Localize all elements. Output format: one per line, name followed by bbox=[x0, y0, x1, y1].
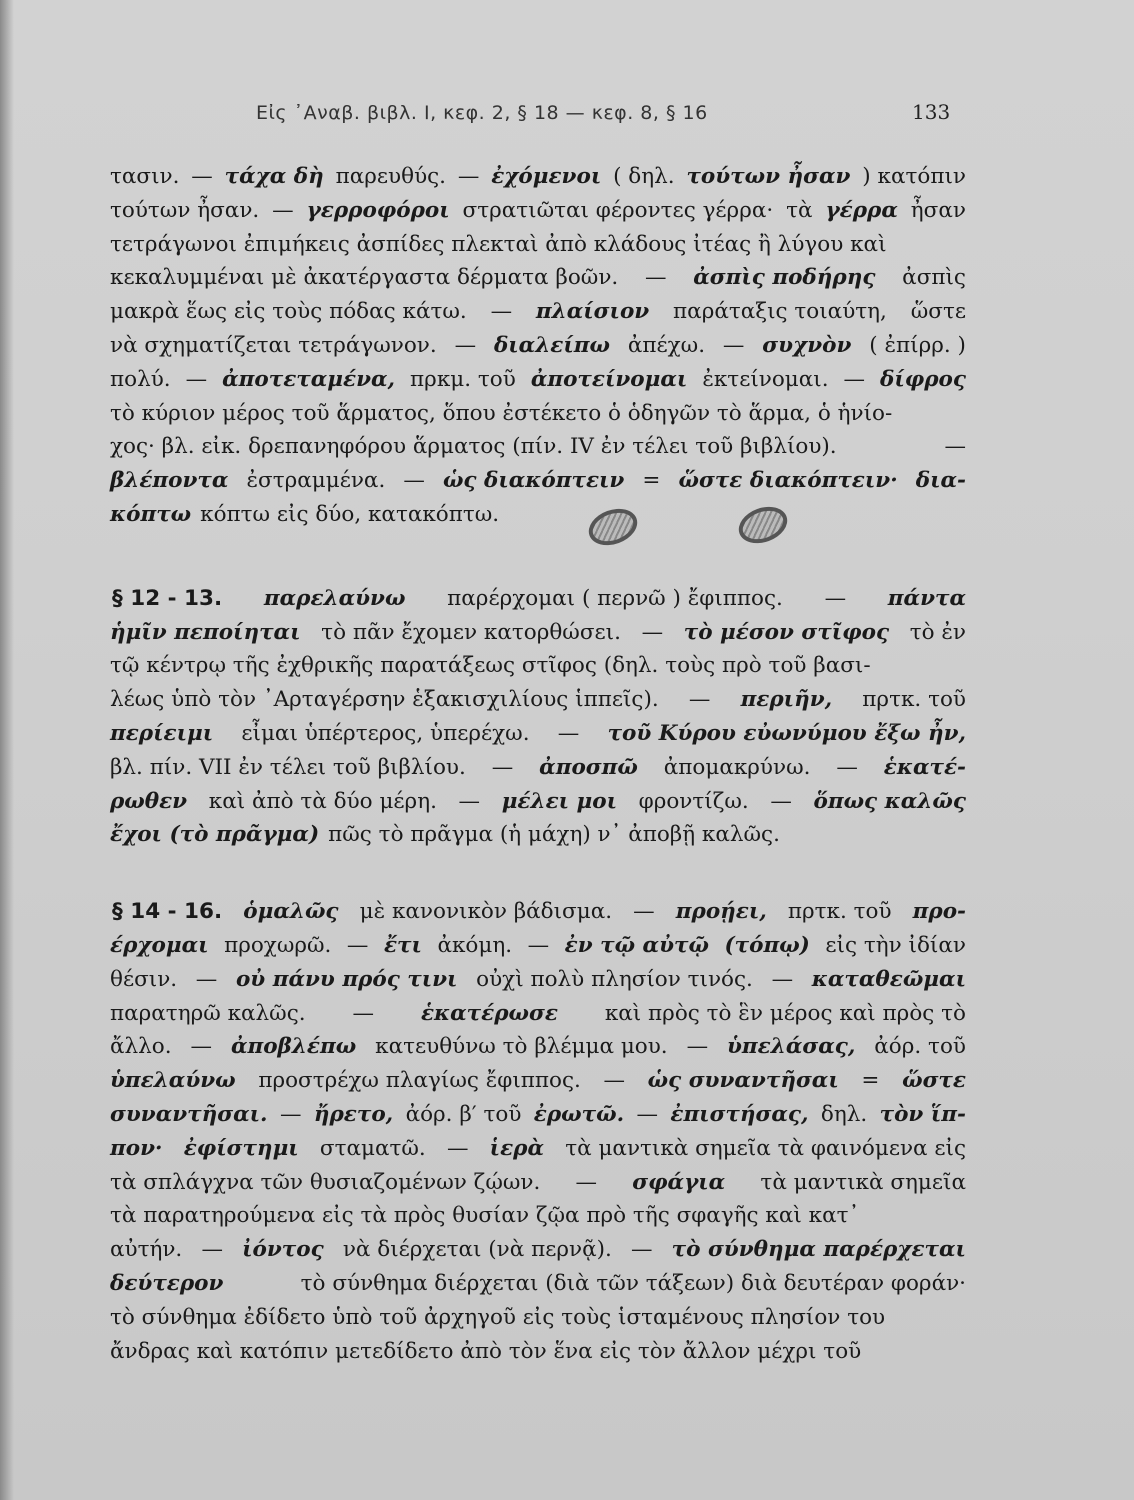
gloss-text: ἀκόμη. bbox=[437, 932, 513, 958]
gloss-text: — bbox=[279, 1101, 302, 1127]
gloss-text: τῷ κέντρῳ τῆς ἐχθρικῆς παρατάξεως στῖφος (δηλ. τοὺς πρὸ τοῦ βασι- bbox=[110, 653, 871, 679]
gloss-text: — bbox=[575, 1169, 598, 1195]
gloss-text: τετράγωνοι ἐπιμήκεις ἀσπίδες πλεκταὶ ἀπὸ κλάδους ἰτέας ἢ λύγου καὶ bbox=[110, 231, 887, 257]
lemma-term: παρελαύνω bbox=[263, 585, 406, 611]
gloss-text: ἄλλο. bbox=[110, 1034, 172, 1060]
lemma-term: ὅπως καλῶς bbox=[813, 788, 966, 814]
gloss-text: πολύ. bbox=[110, 366, 171, 392]
text-line bbox=[110, 683, 966, 717]
gloss-text: τὰ μαντικὰ σημεῖα τὰ φαινόμενα εἰς bbox=[565, 1135, 966, 1161]
text-line bbox=[110, 1301, 966, 1335]
lemma-term: βλέποντα bbox=[110, 468, 229, 494]
text-line bbox=[110, 363, 966, 397]
lemma-term: πάντα bbox=[887, 585, 966, 611]
page-number: 133 bbox=[912, 100, 951, 124]
lemma-term: ἔχοι (τὸ πρᾶγμα) bbox=[110, 822, 320, 848]
gloss-text: νὰ διέρχεται (νὰ περνᾷ). bbox=[342, 1237, 612, 1263]
lemma-term: περίειμι bbox=[110, 720, 214, 746]
gloss-text: κεκαλυμμέναι μὲ ἀκατέργαστα δέρματα βοῶν. bbox=[110, 265, 619, 291]
gloss-text: κατευθύνω τὸ βλέμμα μου. bbox=[375, 1034, 668, 1060]
lemma-term: ἐχόμενοι bbox=[491, 164, 602, 189]
gloss-text: τὰ παρατηρούμενα εἰς τὰ πρὸς θυσίαν ζῷα πρὸ τῆς σφαγῆς καὶ κατ᾿ bbox=[110, 1203, 860, 1229]
gloss-text: — bbox=[944, 434, 966, 460]
gloss-text: — bbox=[824, 585, 847, 611]
text-line bbox=[110, 997, 966, 1031]
text-line bbox=[110, 464, 966, 498]
text-line bbox=[110, 582, 966, 616]
gloss-text: — bbox=[352, 1000, 375, 1026]
lemma-term: ἐρωτῶ. bbox=[533, 1101, 625, 1127]
lemma-term: γερροφόροι bbox=[306, 197, 450, 223]
lemma-term: (τόπῳ) bbox=[724, 932, 810, 958]
gloss-text: κόπτω εἰς δύο, κατακόπτω. bbox=[200, 501, 500, 527]
gloss-text: τὰ μαντικὰ σημεῖα bbox=[760, 1169, 966, 1195]
gloss-text: ) κατόπιν bbox=[862, 164, 966, 189]
lemma-term: ὥστε διακόπτειν· bbox=[678, 468, 898, 494]
lemma-term: ὁμαλῶς bbox=[243, 899, 339, 925]
text-line bbox=[110, 295, 966, 329]
gloss-text: — bbox=[527, 932, 550, 958]
gloss-text: χος· βλ. εἰκ. δρεπανηφόρου ἅρματος (πίν. IV ἐν τέλει τοῦ βιβλίου). bbox=[110, 434, 837, 460]
text-line bbox=[110, 329, 966, 363]
lemma-term: δίφρος bbox=[880, 366, 966, 392]
gloss-text: — bbox=[195, 966, 218, 992]
lemma-term: συναντῆσαι. bbox=[110, 1101, 268, 1127]
text-line bbox=[110, 1166, 966, 1200]
gloss-text: καὶ πρὸς τὸ ἓν μέρος καὶ πρὸς τὸ bbox=[604, 1000, 966, 1026]
gloss-text: — bbox=[630, 1237, 653, 1263]
gloss-text: — bbox=[636, 1101, 658, 1127]
lemma-term: τάχα δὴ bbox=[224, 164, 324, 189]
lemma-term: τὸ μέσον στῖφος bbox=[683, 619, 890, 645]
gloss-text: — bbox=[190, 1034, 212, 1060]
text-line bbox=[110, 785, 966, 819]
gloss-text: — bbox=[346, 932, 369, 958]
gloss-text: πρτκ. τοῦ bbox=[862, 687, 966, 713]
lemma-term: δια- bbox=[915, 468, 966, 494]
page-header bbox=[0, 98, 1134, 138]
gloss-text: τὰ bbox=[786, 197, 813, 223]
text-line bbox=[110, 1267, 966, 1301]
gloss-text: — bbox=[458, 788, 481, 814]
gloss-text: — bbox=[722, 332, 745, 358]
gloss-text: τὸ κύριον μέρος τοῦ ἅρματος, ὅπου ἐστέκετο ὁ ὁδηγῶν τὸ ἅρμα, ὁ ἡνίο- bbox=[110, 400, 893, 426]
gloss-text: — bbox=[557, 720, 580, 746]
page-body bbox=[110, 160, 966, 1368]
text-line bbox=[110, 430, 966, 464]
text-line bbox=[110, 1030, 966, 1064]
lemma-term: ἐν τῷ αὐτῷ bbox=[564, 932, 709, 958]
lemma-term: ὡς συναντῆσαι bbox=[647, 1068, 839, 1094]
gloss-text: — bbox=[603, 1068, 625, 1094]
gloss-text: — bbox=[836, 754, 858, 780]
gloss-text: λέως ὑπὸ τὸν ᾿Αρταγέρσην ἑξακισχιλίους ἱππεῖς). bbox=[110, 687, 659, 713]
gloss-text: σταματῶ. bbox=[319, 1135, 426, 1161]
gloss-text: — bbox=[191, 164, 213, 189]
gloss-text: — bbox=[185, 366, 208, 392]
gloss-text: εἶμαι ὑπέρτερος, ὑπερέχω. bbox=[241, 720, 530, 746]
text-line bbox=[110, 228, 966, 262]
paragraph-1 bbox=[110, 160, 966, 532]
gloss-text: ἀπομακρύνω. bbox=[663, 754, 811, 780]
gloss-text: πρκμ. τοῦ bbox=[410, 366, 516, 392]
gloss-text: θέσιν. bbox=[110, 966, 178, 992]
lemma-term: ἑκατέρωσε bbox=[420, 1000, 558, 1026]
lemma-term: κόπτω bbox=[110, 501, 192, 527]
gloss-text: πῶς τὸ πρᾶγμα (ἡ μάχη) ν᾿ ἀποβῇ καλῶς. bbox=[328, 822, 780, 848]
gloss-text: — bbox=[644, 265, 667, 291]
gloss-text: ἀόρ. β′ τοῦ bbox=[405, 1101, 522, 1127]
gloss-text: παρατηρῶ καλῶς. bbox=[110, 1000, 306, 1026]
lemma-term: καταθεῶμαι bbox=[811, 966, 966, 992]
lemma-term: προῄει, bbox=[675, 899, 767, 925]
lemma-term: τούτων ἦσαν bbox=[686, 164, 851, 189]
lemma-term: προ- bbox=[912, 899, 966, 925]
text-line bbox=[110, 649, 966, 683]
gloss-text: — bbox=[490, 299, 513, 325]
gloss-text: ἄνδρας καὶ κατόπιν μετεδίδετο ἀπὸ τὸν ἕνα εἰς τὸν ἄλλον μέχρι τοῦ bbox=[110, 1338, 862, 1364]
gloss-text: — bbox=[272, 197, 294, 223]
gloss-text: ἐκτείνομαι. bbox=[702, 366, 829, 392]
gloss-text: καὶ ἀπὸ τὰ δύο μέρη. bbox=[208, 788, 437, 814]
text-line bbox=[110, 1233, 966, 1267]
gloss-text: ἀόρ. τοῦ bbox=[874, 1034, 966, 1060]
gloss-text: εἰς τὴν ἰδίαν bbox=[825, 932, 966, 958]
gloss-text: μὲ κανονικὸν βάδισμα. bbox=[359, 899, 613, 925]
gloss-text: — bbox=[403, 468, 425, 494]
lemma-term: ἤρετο, bbox=[313, 1101, 394, 1127]
lemma-term: ὡς διακόπτειν bbox=[442, 468, 625, 494]
gloss-text: τὸ πᾶν ἔχομεν κατορθώσει. bbox=[321, 619, 621, 645]
lemma-term: ἀποσπῶ bbox=[539, 754, 638, 780]
gloss-text: = bbox=[861, 1068, 880, 1094]
lemma-term: σφάγια bbox=[632, 1169, 726, 1195]
gloss-text: — bbox=[491, 754, 514, 780]
lemma-term: γέρρα bbox=[825, 197, 898, 223]
lemma-term: ἱερὰ bbox=[489, 1135, 544, 1161]
gloss-text: — bbox=[686, 1034, 709, 1060]
lemma-term: ὥστε bbox=[902, 1068, 966, 1094]
gloss-text: παρευθύς. bbox=[335, 164, 447, 189]
gloss-text: παράταξις τοιαύτη, bbox=[673, 299, 887, 325]
gloss-text: αὐτήν. bbox=[110, 1237, 183, 1263]
text-line bbox=[110, 1335, 966, 1369]
gloss-text: ( δηλ. bbox=[613, 164, 675, 189]
gloss-text: — bbox=[633, 899, 655, 925]
text-line bbox=[110, 751, 966, 785]
gloss-text: — bbox=[201, 1237, 223, 1263]
gloss-text: — bbox=[770, 788, 792, 814]
paragraph-2 bbox=[110, 582, 966, 852]
gloss-text: = bbox=[642, 468, 661, 494]
lemma-term: έρχομαι bbox=[110, 932, 209, 958]
lemma-term: ὑπελαύνω bbox=[110, 1068, 236, 1094]
lemma-term: ἐφίστημι bbox=[183, 1135, 299, 1161]
gloss-text: φροντίζω. bbox=[638, 788, 749, 814]
lemma-term: πλαίσιον bbox=[535, 299, 650, 325]
lemma-term: ἰόντος bbox=[242, 1237, 324, 1263]
gloss-text: — bbox=[457, 164, 480, 189]
text-line bbox=[110, 194, 966, 228]
gloss-text: ἀπέχω. bbox=[627, 332, 706, 358]
lemma-term: τὸν ἵπ- bbox=[879, 1101, 966, 1127]
lemma-term: συχνὸν bbox=[762, 332, 852, 358]
text-line bbox=[110, 261, 966, 295]
gloss-text: βλ. πίν. VII ἐν τέλει τοῦ βιβλίου. bbox=[110, 754, 466, 780]
lemma-term: ρωθεν bbox=[110, 788, 188, 814]
text-line bbox=[110, 717, 966, 751]
text-line bbox=[110, 397, 966, 431]
gloss-text: — bbox=[771, 966, 794, 992]
gloss-text: ὥστε bbox=[910, 299, 966, 325]
lemma-term: ἀποβλέπω bbox=[230, 1034, 357, 1060]
page-edge-shadow bbox=[0, 0, 14, 1500]
text-line bbox=[110, 895, 966, 929]
lemma-term: τοῦ Κύρου εὐωνύμου ἔξω ἦν, bbox=[607, 720, 966, 746]
gloss-text: — bbox=[843, 366, 866, 392]
gloss-text: — bbox=[454, 332, 477, 358]
text-line bbox=[110, 1064, 966, 1098]
text-line bbox=[110, 929, 966, 963]
lemma-term: δεύτερον bbox=[110, 1270, 224, 1296]
text-line bbox=[110, 963, 966, 997]
lemma-term: πον· bbox=[110, 1135, 163, 1161]
gloss-text: τασιν. bbox=[110, 164, 180, 189]
gloss-text: — bbox=[446, 1135, 469, 1161]
lemma-term: τὸ σύνθημα παρέρχεται bbox=[671, 1237, 966, 1263]
gloss-text: νὰ σχηματίζεται τετράγωνον. bbox=[110, 332, 437, 358]
gloss-text: — bbox=[641, 619, 664, 645]
gloss-text: τὸ σύνθημα διέρχεται (διὰ τῶν τάξεων) διὰ δευτέραν φοράν· bbox=[300, 1270, 966, 1296]
gloss-text: τὸ σύνθημα ἐδίδετο ὑπὸ τοῦ ἀρχηγοῦ εἰς τοὺς ἱσταμένους πλησίον του bbox=[110, 1304, 886, 1330]
text-line bbox=[110, 616, 966, 650]
lemma-term: ἡμῖν πεποίηται bbox=[110, 619, 301, 645]
lemma-term: διαλείπω bbox=[493, 332, 610, 358]
lemma-term: περιῆν, bbox=[740, 687, 833, 713]
text-line bbox=[110, 818, 966, 852]
gloss-text: ( ἐπίρρ. ) bbox=[869, 332, 966, 358]
gloss-text: ἐστραμμένα. bbox=[246, 468, 386, 494]
gloss-text: στρατιῶται φέροντες γέρρα· bbox=[462, 197, 774, 223]
lemma-term: ἐπιστήσας, bbox=[670, 1101, 809, 1127]
gloss-text: προστρέχω πλαγίως ἔφιππος. bbox=[258, 1068, 581, 1094]
gloss-text: μακρὰ ἕως εἰς τοὺς πόδας κάτω. bbox=[110, 299, 467, 325]
text-line bbox=[110, 160, 966, 194]
text-line bbox=[110, 1199, 966, 1233]
lemma-term: ἀσπὶς ποδήρης bbox=[693, 265, 876, 291]
running-head: Εἰς ᾿Αναβ. βιβλ. Ι, κεφ. 2, § 18 — κεφ. 8, § 16 bbox=[256, 102, 708, 124]
gloss-text: τούτων ἦσαν. bbox=[110, 197, 260, 223]
lemma-term: οὐ πάνυ πρός τινι bbox=[235, 966, 458, 992]
gloss-text: ἀσπὶς bbox=[902, 265, 966, 291]
text-line bbox=[110, 498, 966, 532]
lemma-term: μέλει μοι bbox=[501, 788, 618, 814]
text-line bbox=[110, 1132, 966, 1166]
gloss-text: — bbox=[688, 687, 711, 713]
gloss-text: προχωρῶ. bbox=[224, 932, 332, 958]
gloss-text: παρέρχομαι ( περνῶ ) ἔφιππος. bbox=[447, 585, 783, 611]
lemma-term: ἀποτεταμένα, bbox=[222, 366, 396, 392]
section-number: § 14 - 16. bbox=[112, 899, 223, 925]
paragraph-3 bbox=[110, 895, 966, 1368]
text-line bbox=[110, 1098, 966, 1132]
lemma-term: ἔτι bbox=[383, 932, 422, 958]
gloss-text: τὸ ἐν bbox=[909, 619, 966, 645]
section-number: § 12 - 13. bbox=[112, 585, 223, 611]
gloss-text: δηλ. bbox=[820, 1101, 868, 1127]
lemma-term: ἑκατέ- bbox=[883, 754, 966, 780]
gloss-text: τὰ σπλάγχνα τῶν θυσιαζομένων ζῴων. bbox=[110, 1169, 541, 1195]
gloss-text: πρτκ. τοῦ bbox=[787, 899, 892, 925]
gloss-text: οὐχὶ πολὺ πλησίον τινός. bbox=[476, 966, 753, 992]
gloss-text: ἦσαν bbox=[910, 197, 966, 223]
lemma-term: ὑπελάσας, bbox=[727, 1034, 856, 1060]
lemma-term: ἀποτείνομαι bbox=[530, 366, 688, 392]
